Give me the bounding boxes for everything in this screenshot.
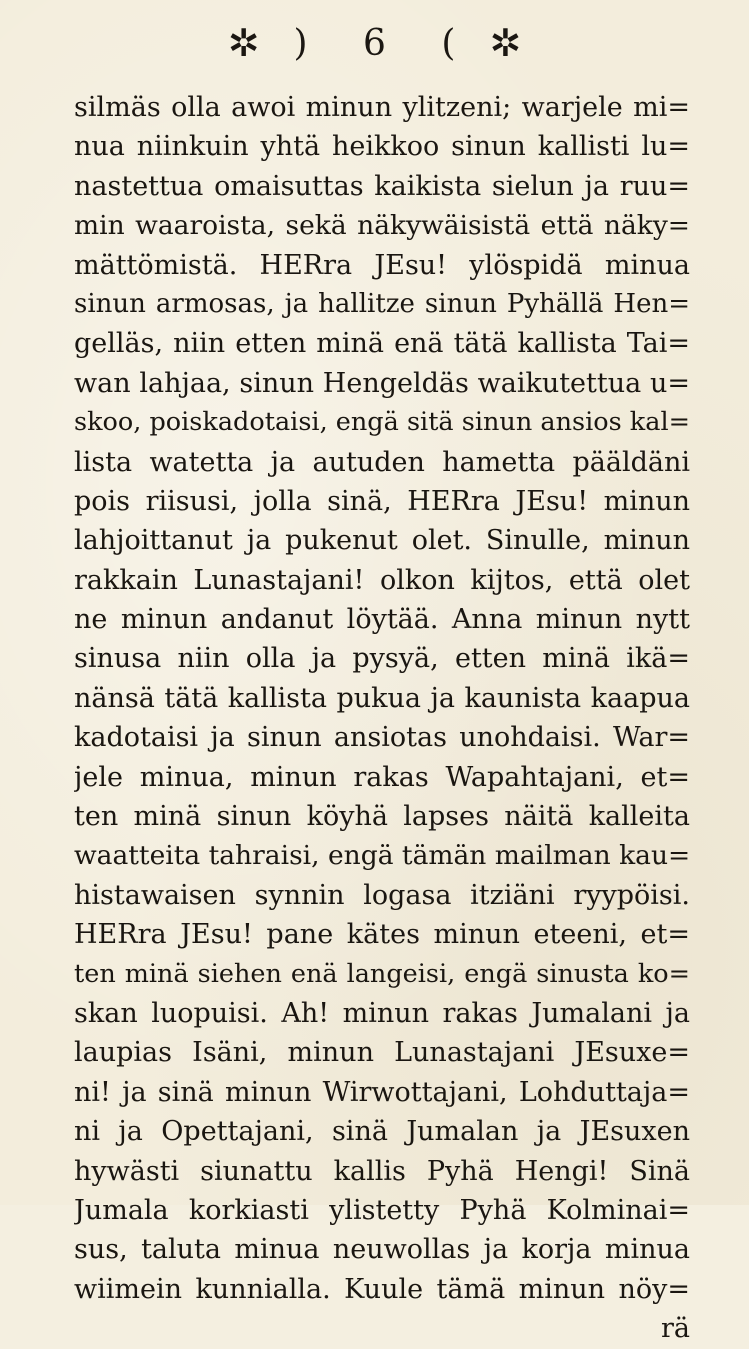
body-text [74,88,690,1349]
text-line: waatteita tahraisi, engä tämän mailman kau= [74,840,690,872]
text-line: skoo, poiskadotaisi, engä sitä sinun ansios kal= [74,407,690,438]
text-line: mättömistä. HERra JEsu! ylöspidä minua [74,249,690,281]
text-line: gelläs, niin etten minä enä tätä kallista Tai= [74,328,690,360]
text-line: HERra JEsu! pane kätes minun eteeni, et= [74,919,690,951]
page-number: ) 6 ( [293,22,478,64]
text-line: pois riisusi, jolla sinä, HERra JEsu! minun [74,485,690,517]
text-line: sinusa niin olla ja pysyä, etten minä ikä= [74,643,690,675]
right-ornament-icon: ✲ [489,21,522,65]
text-line: sus, taluta minua neuwollas ja korja minua [74,1234,690,1266]
text-line: nua niinkuin yhtä heikkoo sinun kallisti lu= [74,131,690,163]
text-line: ni ja Opettajani, sinä Jumalan ja JEsuxen [74,1116,690,1148]
text-line: histawaisen synnin logasa itziäni ryypöisi. [74,879,690,911]
text-line: ten minä sinun köyhä lapses näitä kalleita [74,801,690,833]
text-line: min waaroista, sekä näkywäisistä että näky= [74,210,690,242]
text-line: nänsä tätä kallista pukua ja kaunista kaapua [74,682,690,714]
text-line: wiimein kunnialla. Kuule tämä minun nöy= [74,1273,690,1305]
text-line: ne minun andanut löytää. Anna minun nytt [74,604,690,636]
left-ornament-icon: ✲ [227,21,260,65]
page-header [0,18,749,68]
catchword: rä [660,1313,690,1345]
text-line: hywästi siunattu kallis Pyhä Hengi! Sinä [74,1155,690,1187]
text-line: kadotaisi ja sinun ansiotas unohdaisi. War= [74,722,690,754]
text-line: silmäs olla awoi minun ylitzeni; warjele mi= [74,92,690,123]
text-line: jele minua, minun rakas Wapahtajani, et= [74,761,690,793]
text-line: lahjoittanut ja pukenut olet. Sinulle, minun [74,525,690,557]
text-line: ten minä siehen enä langeisi, engä sinusta ko= [74,958,690,989]
text-line: rakkain Lunastajani! olkon kijtos, että olet [74,564,690,596]
text-line: laupias Isäni, minun Lunastajani JEsuxe= [74,1037,690,1069]
text-line: skan luopuisi. Ah! minun rakas Jumalani ja [74,997,690,1029]
text-line: Jumala korkiasti ylistetty Pyhä Kolminai= [74,1194,690,1226]
text-line: ni! ja sinä minun Wirwottajani, Lohduttaja= [74,1076,690,1108]
text-line: nastettua omaisuttas kaikista sielun ja ruu= [74,170,690,202]
text-line: lista watetta ja autuden hametta pääldäni [74,446,690,478]
text-line: sinun armosas, ja hallitze sinun Pyhällä Hen= [74,288,690,319]
text-line: wan lahjaa, sinun Hengeldäs waikutettua u= [74,367,690,399]
